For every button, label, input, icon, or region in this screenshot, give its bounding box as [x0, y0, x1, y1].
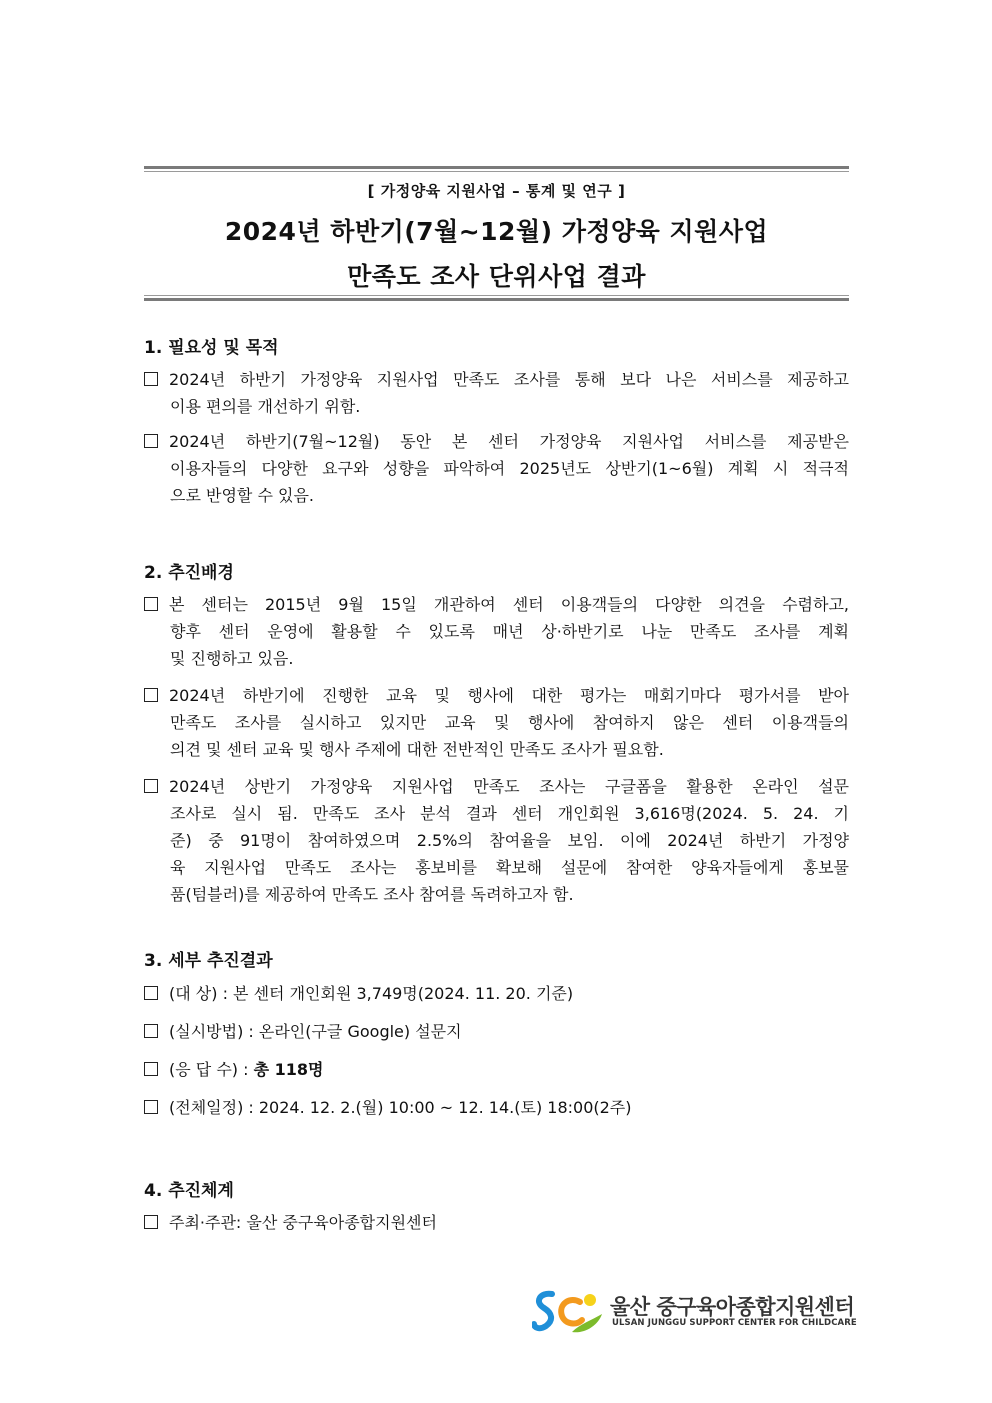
- checkbox-icon: [144, 1024, 158, 1038]
- section2-item-1-line-2: 향후 센터 운영에 활용할 수 있도록 매년 상·하반기로 나눈 만족도 조사를 계획: [170, 622, 849, 641]
- host-text: 주최·주관: 울산 중구육아종합지원센터: [169, 1213, 437, 1232]
- section2-item-3-line-1: 2024년 상반기 가정양육 지원사업 만족도 조사는 구글폼을 활용한 온라인 설문: [169, 777, 849, 796]
- section3-schedule: [144, 1094, 849, 1121]
- section1-item-2-line-3: 으로 반영할 수 있음.: [170, 486, 314, 505]
- checkbox-icon: [144, 688, 158, 702]
- section2-item-3-line-4: 육 지원사업 만족도 조사는 홍보비를 확보해 설문에 참여한 양육자들에게 홍보물: [170, 858, 849, 877]
- section1-item-2-line-1: 2024년 하반기(7월~12월) 동안 본 센터 가정양육 지원사업 서비스를 제공받은: [169, 432, 849, 451]
- section4-heading: 4. 추진체계: [144, 1181, 234, 1201]
- section1-item-1: [144, 366, 849, 420]
- center-logo-icon: [532, 1288, 608, 1336]
- section1-item-2: [144, 428, 849, 509]
- section2-item-2-line-3: 의견 및 센터 교육 및 행사 주제에 대한 전반적인 만족도 조사가 필요함.: [170, 740, 664, 759]
- section1-item-1-line-1: 2024년 하반기 가정양육 지원사업 만족도 조사를 통해 보다 나은 서비스를 제공하고: [169, 370, 849, 389]
- top-double-rule: [144, 166, 849, 172]
- section3-responses: [144, 1056, 849, 1083]
- checkbox-icon: [144, 779, 158, 793]
- section2-item-1-line-3: 및 진행하고 있음.: [170, 649, 294, 668]
- schedule-text: (전체일정) : 2024. 12. 2.(월) 10:00 ~ 12. 14.(토) 18:00(2주): [169, 1098, 632, 1117]
- section3-target: [144, 980, 849, 1007]
- section1-item-2-line-2: 이용자들의 다양한 요구와 성향을 파악하여 2025년도 상반기(1~6월) 계획 시 적극적: [170, 459, 849, 478]
- section4-host: [144, 1209, 849, 1236]
- center-logo: [532, 1288, 857, 1336]
- section3-method: [144, 1018, 849, 1045]
- section1-heading: 1. 필요성 및 목적: [144, 338, 279, 358]
- target-text: (대 상) : 본 센터 개인회원 3,749명(2024. 11. 20. 기준): [169, 984, 574, 1003]
- section1-item-1-line-2: 이용 편의를 개선하기 위함.: [170, 397, 361, 416]
- checkbox-icon: [144, 597, 158, 611]
- section2-item-1-line-1: 본 센터는 2015년 9월 15일 개관하여 센터 이용객들의 다양한 의견을 수렴하고,: [169, 595, 849, 614]
- responses-label: (응 답 수) :: [169, 1060, 254, 1079]
- section2-item-1: [144, 591, 849, 672]
- page-title-line1: 2024년 하반기(7월~12월) 가정양육 지원사업: [224, 217, 769, 246]
- section2-item-3-line-5: 품(텀블러)를 제공하여 만족도 조사 참여를 독려하고자 함.: [170, 885, 574, 904]
- section2-heading: 2. 추진배경: [144, 563, 234, 583]
- page-title-line2: 만족도 조사 단위사업 결과: [347, 262, 646, 291]
- logo-english-name: ULSAN JUNGGU SUPPORT CENTER FOR CHILDCARE: [612, 1318, 857, 1328]
- section3-heading: 3. 세부 추진결과: [144, 951, 273, 971]
- checkbox-icon: [144, 1062, 158, 1076]
- section2-item-2-line-2: 만족도 조사를 실시하고 있지만 교육 및 행사에 참여하지 않은 센터 이용객들의: [170, 713, 849, 732]
- checkbox-icon: [144, 986, 158, 1000]
- checkbox-icon: [144, 1215, 158, 1229]
- category-label: [ 가정양육 지원사업 – 통계 및 연구 ]: [367, 182, 626, 200]
- logo-korean-name: 울산 중구육아종합지원센터: [610, 1295, 855, 1319]
- bottom-double-rule: [144, 295, 849, 301]
- section2-item-2-line-1: 2024년 하반기에 진행한 교육 및 행사에 대한 평가는 매회기마다 평가서를 받아: [169, 686, 849, 705]
- section2-item-2: [144, 682, 849, 763]
- checkbox-icon: [144, 372, 158, 386]
- method-text: (실시방법) : 온라인(구글 Google) 설문지: [169, 1022, 462, 1041]
- section2-item-3-line-2: 조사로 실시 됨. 만족도 조사 분석 결과 센터 개인회원 3,616명(2024. 5. 24. 기: [170, 804, 849, 823]
- checkbox-icon: [144, 434, 158, 448]
- checkbox-icon: [144, 1100, 158, 1114]
- section2-item-3-line-3: 준) 중 91명이 참여하였으며 2.5%의 참여율을 보임. 이에 2024년 하반기 가정양: [170, 831, 849, 850]
- responses-value: 총 118명: [253, 1060, 324, 1079]
- section2-item-3: [144, 773, 849, 908]
